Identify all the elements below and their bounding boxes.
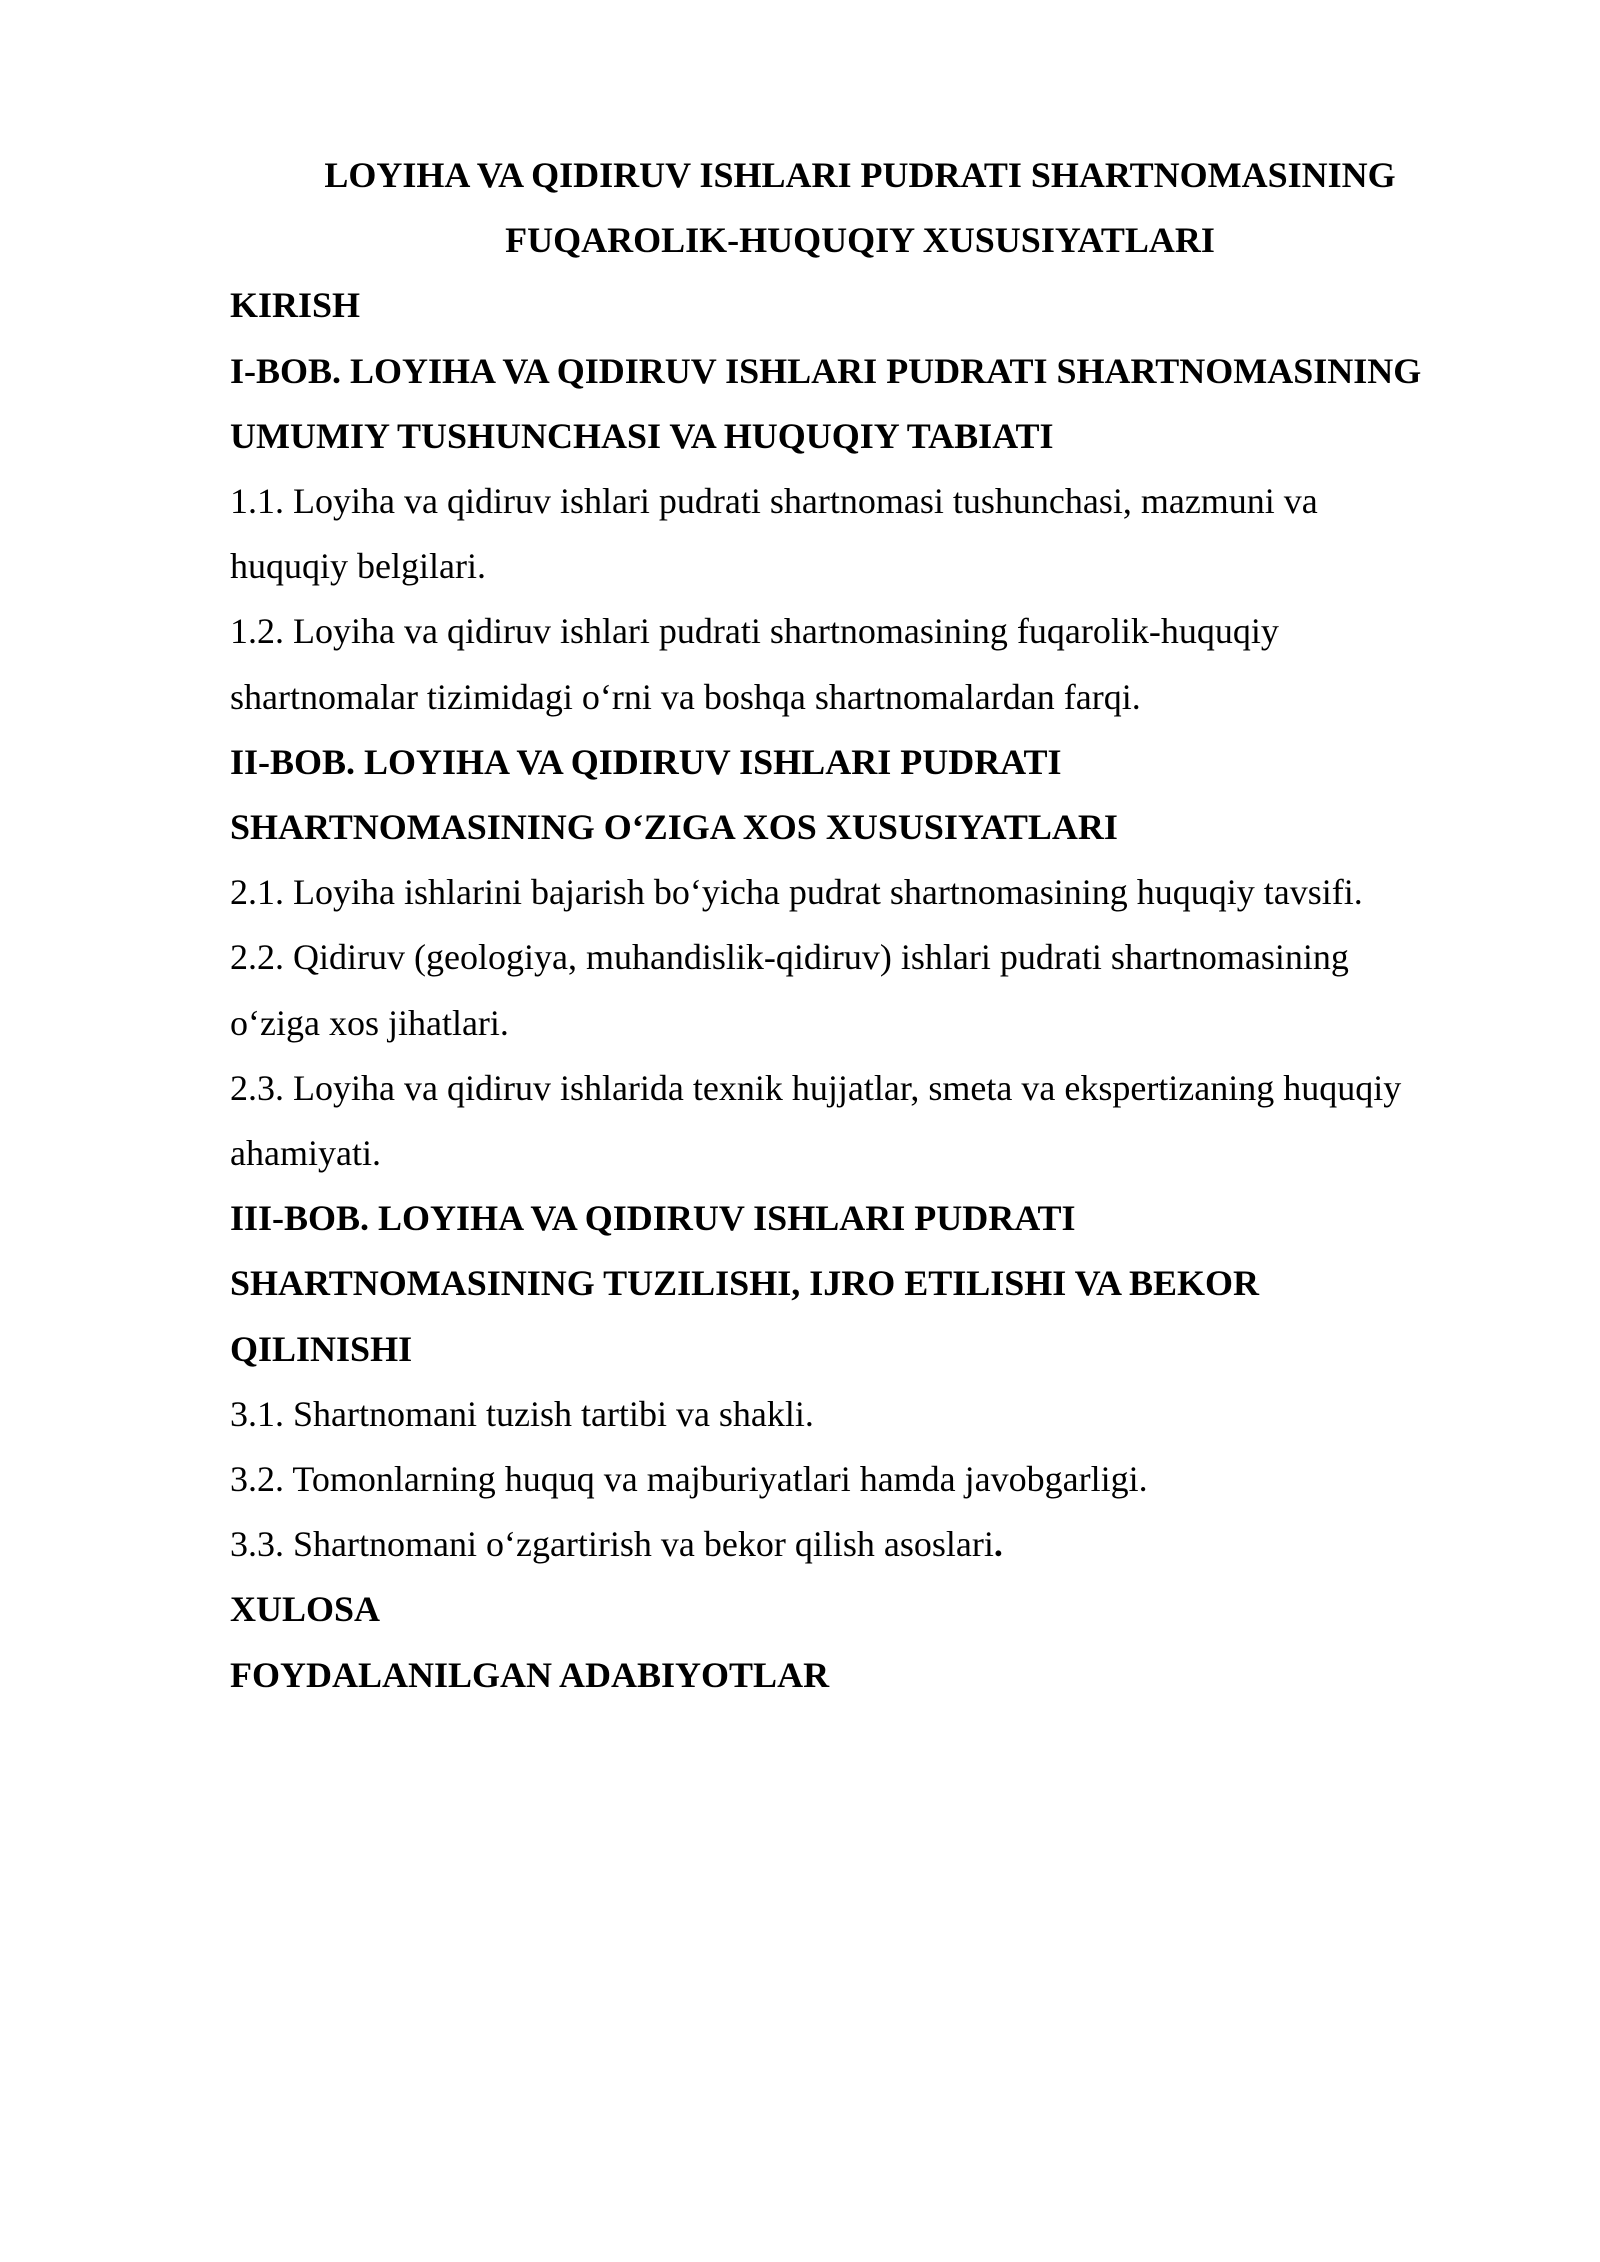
toc-section-2-2-line-1: 2.2. Qidiruv (geologiya, muhandislik-qidiruv) ishlari pudrati shartnomasining [230,937,1349,978]
toc-intro [230,273,1490,338]
toc-section-3-3-text: 3.3. Shartnomani o‘zgartirish va bekor qilish asoslari [230,1524,994,1565]
toc-chapter-3-line-1: III-BOB. LOYIHA VA QIDIRUV ISHLARI PUDRATI [230,1198,1076,1239]
toc-section-1-1 [230,469,1490,599]
toc-section-1-2 [230,599,1490,729]
toc-section-3-3-period: . [993,1524,1003,1565]
toc-intro-label: KIRISH [230,285,361,326]
document-content [230,143,1490,1708]
title-line-1: LOYIHA VA QIDIRUV ISHLARI PUDRATI SHARTNOMASINING [324,155,1396,195]
toc-chapter-1-line-1: I-BOB. LOYIHA VA QIDIRUV ISHLARI PUDRATI SHARTNOMASINING [230,350,1422,391]
toc-chapter-3-line-3: QILINISHI [230,1328,413,1369]
toc-chapter-1-line-2: UMUMIY TUSHUNCHASI VA HUQUQIY TABIATI [230,415,1054,456]
toc-chapter-2 [230,730,1490,860]
toc-section-2-2-line-2: o‘ziga xos jihatlari. [230,1002,509,1043]
toc-section-1-1-line-2: huquqiy belgilari. [230,546,486,587]
toc-section-2-2 [230,925,1490,1055]
toc-section-2-1-text: 2.1. Loyiha ishlarini bajarish bo‘yicha pudrat shartnomasining huquqiy tavsifi. [230,872,1363,913]
toc-section-3-1 [230,1382,1490,1447]
toc-section-2-3 [230,1056,1490,1186]
table-of-contents [230,273,1490,1707]
toc-section-1-2-line-1: 1.2. Loyiha va qidiruv ishlari pudrati shartnomasining fuqarolik-huquqiy [230,611,1279,652]
toc-section-3-3 [230,1512,1490,1577]
toc-section-2-3-line-1: 2.3. Loyiha va qidiruv ishlarida texnik hujjatlar, smeta va ekspertizaning huquqiy [230,1067,1402,1108]
toc-references-label: FOYDALANILGAN ADABIYOTLAR [230,1654,830,1695]
title-line-2: FUQAROLIK-HUQUQIY XUSUSIYATLARI [505,220,1215,261]
toc-chapter-2-line-2: SHARTNOMASINING O‘ZIGA XOS XUSUSIYATLARI [230,807,1118,848]
document-title [230,143,1490,273]
toc-section-3-1-text: 3.1. Shartnomani tuzish tartibi va shakli. [230,1393,814,1434]
toc-section-1-2-line-2: shartnomalar tizimidagi o‘rni va boshqa shartnomalardan farqi. [230,676,1141,717]
toc-conclusion-label: XULOSA [230,1589,381,1630]
toc-section-2-3-line-2: ahamiyati. [230,1133,381,1174]
toc-chapter-3 [230,1186,1490,1382]
toc-section-3-2-text: 3.2. Tomonlarning huquq va majburiyatlari hamda javobgarligi. [230,1459,1148,1500]
toc-references [230,1643,1490,1708]
toc-section-2-1 [230,860,1490,925]
toc-chapter-3-line-2: SHARTNOMASINING TUZILISHI, IJRO ETILISHI VA BEKOR [230,1263,1260,1304]
toc-chapter-1 [230,339,1490,469]
toc-chapter-2-line-1: II-BOB. LOYIHA VA QIDIRUV ISHLARI PUDRATI [230,741,1062,782]
toc-section-1-1-line-1: 1.1. Loyiha va qidiruv ishlari pudrati shartnomasi tushunchasi, mazmuni va [230,481,1318,522]
toc-section-3-2 [230,1447,1490,1512]
toc-conclusion [230,1577,1490,1642]
